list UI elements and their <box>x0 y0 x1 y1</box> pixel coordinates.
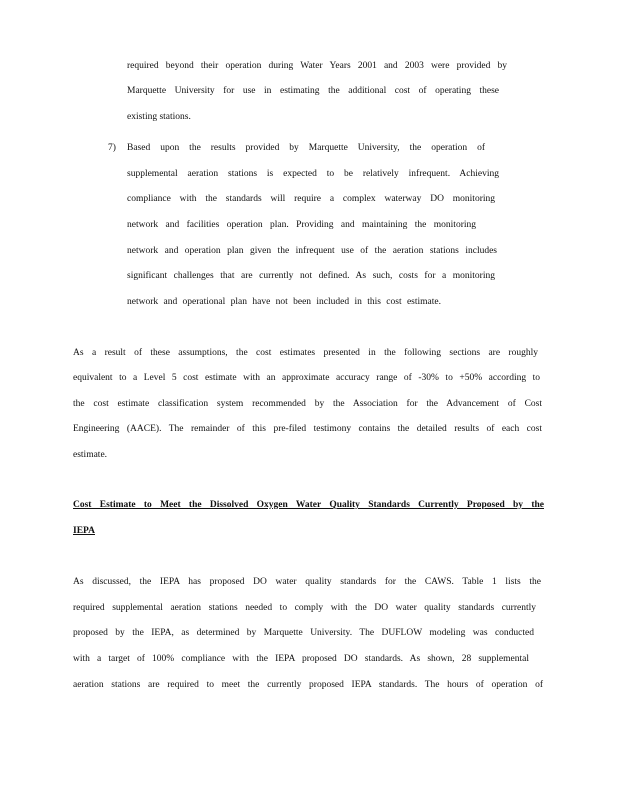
text-line: Based upon the results provided by Marquette University, the operation of <box>127 143 485 153</box>
text-line: compliance with the standards will require a complex waterway DO monitoring <box>127 194 495 204</box>
text-line: Engineering (AACE). The remainder of this pre-filed testimony contains the detailed results of each cost <box>73 424 542 434</box>
text-line: required supplemental aeration stations needed to comply with the DO water quality standards currently <box>73 603 536 613</box>
text-line: proposed by the IEPA, as determined by Marquette University. The DUFLOW modeling was conducted <box>73 628 534 638</box>
text-line: network and operation plan given the infrequent use of the aeration stations includes <box>127 246 497 256</box>
heading-line: IEPA <box>73 526 95 536</box>
text-line: As a result of these assumptions, the cost estimates presented in the following sections are roughly <box>73 348 538 358</box>
text-line: aeration stations are required to meet the currently proposed IEPA standards. The hours of operation of <box>73 680 543 690</box>
heading-line: Cost Estimate to Meet the Dissolved Oxygen Water Quality Standards Currently Proposed by the <box>73 500 544 510</box>
text-line: significant challenges that are currently not defined. As such, costs for a monitoring <box>127 271 495 281</box>
text-line: supplemental aeration stations is expected to be relatively infrequent. Achieving <box>127 169 499 179</box>
text-line: required beyond their operation during Water Years 2001 and 2003 were provided by <box>127 61 507 71</box>
text-line: network and operational plan have not been included in this cost estimate. <box>127 297 441 307</box>
text-line: network and facilities operation plan. Providing and maintaining the monitoring <box>127 220 476 230</box>
text-line: estimate. <box>73 450 108 460</box>
list-item-number: 7) <box>108 143 116 153</box>
text-line: equivalent to a Level 5 cost estimate with an approximate accuracy range of -30% to +50% according to <box>73 373 540 383</box>
text-line: with a target of 100% compliance with the IEPA proposed DO standards. As shown, 28 supplemental <box>73 654 529 664</box>
text-line: existing stations. <box>127 112 191 122</box>
text-line: As discussed, the IEPA has proposed DO water quality standards for the CAWS. Table 1 lists the <box>73 577 541 587</box>
text-line: the cost estimate classification system recommended by the Association for the Advancement of Cost <box>73 399 542 409</box>
text-line: Marquette University for use in estimating the additional cost of operating these <box>127 86 499 96</box>
